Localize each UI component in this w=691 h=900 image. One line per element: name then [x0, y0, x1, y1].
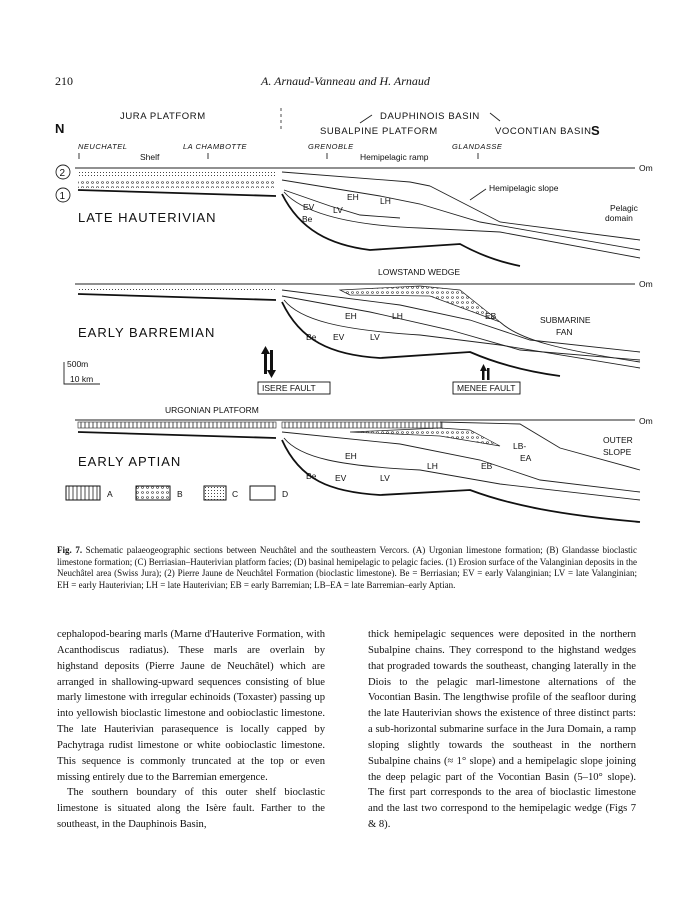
unit-be: Be	[306, 332, 317, 342]
unit-lh: LH	[392, 311, 403, 321]
sea-level-label: Om	[639, 279, 653, 289]
unit-ev: EV	[335, 473, 347, 483]
hemipelagic-ramp-label: Hemipelagic ramp	[360, 152, 429, 162]
pierre-jaune-layer	[78, 172, 276, 176]
shelf-label: Shelf	[140, 152, 160, 162]
unit-ev: EV	[333, 332, 345, 342]
locality-glandasse: GLANDASSE	[452, 142, 503, 151]
lowstand-wedge-label: LOWSTAND WEDGE	[378, 267, 461, 277]
panel-early-barremian-title: EARLY BARREMIAN	[78, 325, 216, 340]
south-label: S	[591, 123, 600, 138]
vocontian-basin-label: VOCONTIAN BASIN	[495, 126, 592, 137]
locality-neuchatel: NEUCHATEL	[78, 142, 128, 151]
isere-fault-arrows-icon	[261, 346, 276, 378]
caption-text: Schematic palaeogeographic sections between Neuchâtel and the southeastern Vercors. (A) Urgonian limestone formation; (B) Glandasse bioclastic limestone formation; (C) Berriasian–Hauterivian platform facies; (D) basinal hemipelagic to pelagic facies. (1) Erosion surface of the Valanginian deposits in the Neuchâtel area (Swiss Jura); (2) Pierre Jaune de Neuchâtel Formation (bioclastic limestone). Be = Berriasian; EV = early Valanginian; LV = late Valanginian; EH = early Hauterivian; LH = late Hauterivian; EB = early Barremian; LB–EA = late Barremian–early Aptian.	[57, 545, 638, 590]
paragraph: The southern boundary of this outer shelf bioclastic limestone is situated along the Isère fault. Farther to the southeast, in the Dauphinois Basin,	[57, 787, 325, 831]
unit-lv: LV	[333, 205, 343, 215]
arrow-icon	[490, 113, 500, 121]
slope-label: SLOPE	[603, 447, 632, 457]
unit-lv: LV	[380, 473, 390, 483]
paragraph: cephalopod-bearing marls (Marne d'Hauterive Formation, with Acanthodiscus radiatus). These marls are overlain by highstand deposits (Pierre Jaune de Neuchâtel) which are arranged in shallowing-upward sequences consisting of blue marly limestone with irregular echinoids (Toxaster) passing up into yellowish bioclastic limestone and oobioclastic limestone. The late Hauterivian parasequence is locally capped by Pachytraga rudist limestone or white oobioclastic limestone. This sequence is commonly truncated at the top or even missing entirely due to the Barremian emergence.	[57, 629, 325, 783]
submarine-label: SUBMARINE	[540, 315, 591, 325]
unit-lb: LB-	[513, 441, 527, 451]
unit-be: Be	[306, 471, 317, 481]
legend	[66, 486, 288, 500]
unit-eh: EH	[345, 311, 357, 321]
legend-a: A	[107, 489, 113, 499]
locality-grenoble: GRENOBLE	[308, 142, 354, 151]
dauphinois-basin-label: DAUPHINOIS BASIN	[380, 111, 480, 122]
scale-horizontal-label: 10 km	[70, 374, 94, 384]
sea-level-label: Om	[639, 163, 653, 173]
unit-eb: EB	[481, 461, 493, 471]
subalpine-platform-label: SUBALPINE PLATFORM	[320, 126, 438, 137]
pelagic-label: Pelagic	[610, 203, 638, 213]
marker-1: 1	[59, 191, 66, 202]
north-label: N	[55, 121, 65, 136]
unit-eh: EH	[347, 192, 359, 202]
jura-platform-label: JURA PLATFORM	[120, 111, 206, 122]
lowstand-wedge-body	[340, 286, 500, 322]
menee-fault-arrows-icon	[480, 364, 490, 380]
panel-early-aptian-title: EARLY APTIAN	[78, 454, 182, 469]
locality-la-chambotte: LA CHAMBOTTE	[183, 142, 248, 151]
urgonian-platform-label: URGONIAN PLATFORM	[165, 405, 259, 415]
scale-vertical-label: 500m	[67, 359, 89, 369]
body-column-right	[368, 627, 636, 833]
isere-fault-label: ISERE FAULT	[262, 383, 316, 393]
body-column-left	[57, 627, 325, 833]
domain-label: domain	[605, 213, 633, 223]
running-title: A. Arnaud-Vanneau and H. Arnaud	[261, 74, 430, 88]
legend-c: C	[232, 489, 239, 499]
legend-b: B	[177, 489, 183, 499]
unit-eh: EH	[345, 451, 357, 461]
legend-d: D	[282, 489, 289, 499]
unit-be: Be	[302, 214, 313, 224]
unit-lv: LV	[370, 332, 380, 342]
figure-caption	[57, 545, 637, 591]
marker-2: 2	[59, 168, 66, 179]
unit-ev: EV	[303, 202, 315, 212]
caption-label: Fig. 7.	[57, 545, 83, 555]
hemipelagic-slope-label: Hemipelagic slope	[489, 183, 559, 193]
arrow-icon	[360, 115, 372, 123]
page-number: 210	[55, 74, 73, 88]
urgonian-limestone-layer	[78, 422, 276, 428]
unit-lh: LH	[427, 461, 438, 471]
unit-eb: EB	[485, 311, 497, 321]
unit-lh: LH	[380, 196, 391, 206]
unit-ea: EA	[520, 453, 532, 463]
sea-level-label: Om	[639, 416, 653, 426]
panel-late-hauterivian-title: LATE HAUTERIVIAN	[78, 210, 217, 225]
paragraph: thick hemipelagic sequences were deposited in the northern Subalpine chains. They correspond to the highstand wedges that prograded towards the southeast, changing laterally in the Diois to the pelagic marl-limestone alternations of the Vocontian Basin. The lengthwise profile of the seafloor during the late Hauterivian shows the existence of three distinct parts: a sub-horizontal submarine surface in the Jura Domain, a ramp sloping slightly towards the southeast in the northern Subalpine chains (≈ 1° slope) and a hemipelagic slope joining the deep pelagic part of the Vocontian Basin (5–10° slope). The first part corresponds to the area of bioclastic limestone and the last two correspond to the hemipelagic wedge (Figs 7 & 8).	[368, 629, 636, 831]
outer-label: OUTER	[603, 435, 633, 445]
menee-fault-label: MENEE FAULT	[457, 383, 516, 393]
fan-label: FAN	[556, 327, 573, 337]
